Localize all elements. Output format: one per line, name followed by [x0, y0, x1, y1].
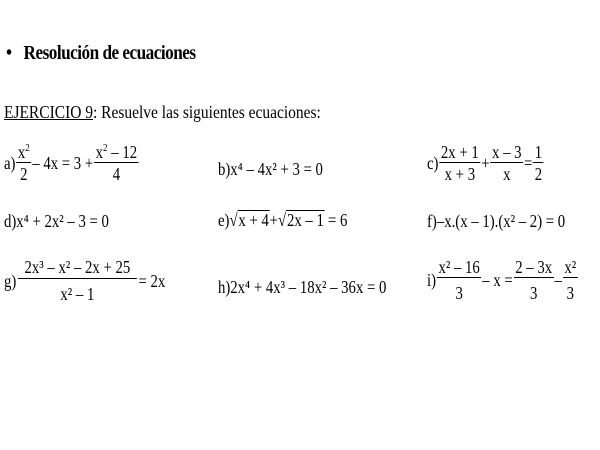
fraction: $\frac{x^2 - 12}{4}$	[95, 142, 138, 184]
equation-c-label: c)	[427, 153, 439, 173]
equals-sign: =	[524, 153, 533, 173]
exercise-label: EJERCICIO 9	[4, 102, 94, 122]
equation-e	[218, 210, 347, 229]
equation-h-text: 2x⁴ + 4x³ – 18x² – 36x = 0	[230, 277, 387, 297]
equation-c	[427, 143, 545, 183]
exercise-title	[4, 102, 321, 123]
equation-i	[427, 258, 579, 302]
section-title: Resolución de ecuaciones	[23, 42, 196, 64]
fraction: $\frac{\text{2x³ – x² – 2x + 25}}{\text{x² – 1}}$	[18, 258, 137, 303]
equation-d	[4, 212, 109, 230]
fraction: $\frac{2 - 3x}{3}$	[515, 257, 553, 303]
fraction: $\frac{1}{2}$	[534, 142, 543, 184]
bullet: •	[6, 42, 12, 64]
equation-e-label: e)	[218, 209, 230, 230]
plus-sign: +	[481, 153, 490, 173]
equation-a-label: a)	[4, 153, 16, 173]
equation-g-rhs: = 2x	[138, 270, 166, 291]
fraction: $\frac{2x + 1}{x + 3}$	[440, 142, 479, 184]
equation-f-text: –x.(x – 1).(x² – 2) = 0	[436, 211, 566, 231]
section-heading	[6, 42, 196, 65]
exercise-instruction: : Resuelve las siguientes ecuaciones:	[93, 102, 321, 122]
fraction: $\frac{x - 3}{x}$	[492, 142, 522, 184]
equation-b	[218, 160, 323, 178]
equation-g	[4, 258, 165, 303]
equation-d-label: d)	[4, 211, 17, 231]
equation-f	[427, 212, 565, 230]
equation-a	[4, 143, 140, 183]
equation-b-text: x⁴ – 4x² + 3 = 0	[230, 159, 323, 179]
equation-a-middle: – 4x = 3 +	[32, 153, 94, 173]
plus-sign: +	[269, 209, 279, 230]
square-root: √ x + 4	[229, 210, 269, 230]
equation-e-rhs: = 6	[327, 209, 348, 230]
equation-h-label: h)	[218, 277, 231, 297]
equation-g-label: g)	[4, 270, 17, 291]
equation-i-middle: – x =	[482, 270, 513, 290]
fraction: $\frac{\text{x²}}{3}$	[564, 257, 577, 303]
minus-sign: –	[554, 270, 562, 290]
square-root: √ 2x – 1	[278, 210, 324, 230]
fraction: $\frac{x^2}{2}$	[17, 142, 30, 184]
fraction: $\frac{\text{x² – 16}}{3}$	[438, 257, 480, 303]
equation-b-label: b)	[218, 159, 231, 179]
equation-h	[218, 278, 386, 296]
equation-i-label: i)	[427, 270, 437, 290]
equation-f-label: f)	[427, 211, 437, 231]
equation-d-text: x⁴ + 2x² – 3 = 0	[16, 211, 109, 231]
